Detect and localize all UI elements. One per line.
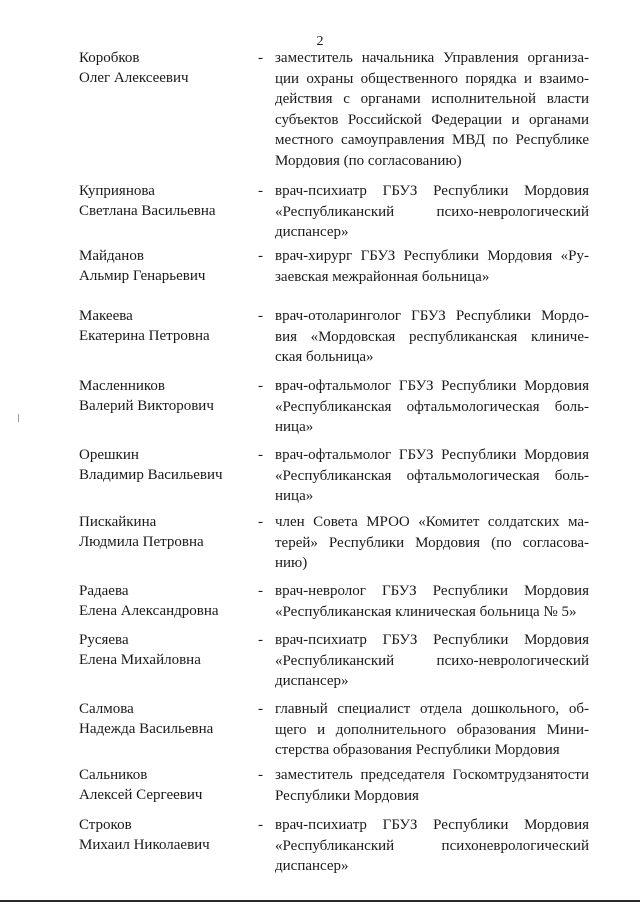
member-role-line: диспансер» <box>275 673 349 689</box>
member-role-line: диспансер» <box>275 224 349 240</box>
member-role-line: Мордовия (по согласованию) <box>275 152 462 169</box>
entry-dash: - <box>258 50 263 66</box>
member-role <box>275 699 589 761</box>
member-role <box>275 306 589 368</box>
entry-dash: - <box>258 183 263 199</box>
member-surname: Салмова <box>79 701 134 717</box>
bottom-rule <box>0 900 640 902</box>
member-role-line: нию) <box>275 555 308 571</box>
entry-dash: - <box>258 248 263 264</box>
member-given-names: Алексей Сергеевич <box>79 787 203 803</box>
member-role-line: диспансер» <box>275 858 349 874</box>
member-name <box>79 445 254 485</box>
member-given-names: Владимир Васильевич <box>79 467 223 483</box>
member-role-line: врач-невролог ГБУЗ Республики Мордовия <box>275 583 589 599</box>
member-role-line: стерства образования Республики Мордовия <box>275 742 560 758</box>
member-surname: Куприянова <box>79 183 155 199</box>
member-given-names: Екатерина Петровна <box>79 328 210 344</box>
member-role <box>275 630 589 692</box>
entry-dash: - <box>258 767 263 783</box>
member-given-names: Валерий Викторович <box>79 398 214 414</box>
member-surname: Русяева <box>79 632 129 648</box>
member-role-line: ница» <box>275 488 314 504</box>
member-given-names: Олег Алексеевич <box>79 70 189 86</box>
member-role-line: местного самоуправления МВД по Республике <box>275 132 589 148</box>
member-role-line: заместитель председателя Госкомтрудзанятости <box>275 767 589 783</box>
member-surname: Майданов <box>79 248 144 264</box>
member-role-line: Республики Мордовия <box>275 787 419 804</box>
member-role-line: вия «Мордовская республиканская клиниче- <box>275 328 589 345</box>
member-role-line: заместитель начальника Управления организа- <box>275 50 589 66</box>
member-role <box>275 246 589 287</box>
member-role-line: «Республиканская клиническая больница № 5» <box>275 603 577 620</box>
member-role <box>275 181 589 243</box>
member-name <box>79 765 254 805</box>
member-given-names: Людмила Петровна <box>79 534 204 550</box>
member-surname: Пискайкина <box>79 514 157 530</box>
member-role <box>275 765 589 806</box>
member-name <box>79 699 254 739</box>
member-role-line: «Республиканский психо-неврологический <box>275 203 589 220</box>
member-role-line: ница» <box>275 419 314 435</box>
member-role-line: действия с органами исполнительной власти <box>275 91 589 107</box>
member-role-line: врач-офтальмолог ГБУЗ Республики Мордовия <box>275 378 589 394</box>
member-surname: Орешкин <box>79 447 139 463</box>
member-role-line: врач-психиатр ГБУЗ Республики Мордовия <box>275 183 589 199</box>
member-role-line: главный специалист отдела дошкольного, об- <box>275 701 589 717</box>
member-role-line: ции охраны общественного порядка и взаимо- <box>275 70 589 87</box>
member-role <box>275 376 589 438</box>
member-name <box>79 815 254 855</box>
member-role <box>275 815 589 877</box>
entry-dash: - <box>258 378 263 394</box>
entry-dash: - <box>258 701 263 717</box>
member-name <box>79 581 254 621</box>
entry-dash: - <box>258 632 263 648</box>
member-role <box>275 581 589 622</box>
member-role <box>275 512 589 574</box>
member-role-line: «Республиканский психо-неврологический <box>275 652 589 669</box>
member-name <box>79 48 254 88</box>
member-role-line: терей» Республики Мордовия (по согласова- <box>275 534 589 551</box>
page-number: 2 <box>316 34 324 49</box>
member-name <box>79 376 254 416</box>
member-role-line: врач-хирург ГБУЗ Республики Мордовия «Ру- <box>275 248 589 264</box>
member-given-names: Михаил Николаевич <box>79 837 210 853</box>
member-role-line: «Республиканская офтальмологическая боль- <box>275 398 589 415</box>
margin-mark <box>18 414 19 422</box>
entry-dash: - <box>258 583 263 599</box>
member-name <box>79 630 254 670</box>
member-surname: Макеева <box>79 308 133 324</box>
member-role-line: «Республиканская офтальмологическая боль- <box>275 467 589 484</box>
member-surname: Коробков <box>79 50 140 66</box>
entry-dash: - <box>258 308 263 324</box>
member-role-line: член Совета МРОО «Комитет солдатских ма- <box>275 514 589 530</box>
entry-dash: - <box>258 514 263 530</box>
member-given-names: Светлана Васильевна <box>79 203 216 219</box>
member-surname: Радаева <box>79 583 129 599</box>
member-role-line: заевская межрайонная больница» <box>275 268 490 285</box>
member-name <box>79 512 254 552</box>
member-name <box>79 181 254 221</box>
member-role-line: «Республиканский психоневрологический <box>275 837 589 854</box>
entry-dash: - <box>258 447 263 463</box>
member-role <box>275 445 589 507</box>
member-role-line: ская больница» <box>275 349 374 365</box>
member-given-names: Елена Александровна <box>79 603 219 619</box>
member-role-line: субъектов Российской Федерации и органами <box>275 111 589 128</box>
member-role-line: врач-психиатр ГБУЗ Республики Мордовия <box>275 817 589 833</box>
member-surname: Сальников <box>79 767 148 783</box>
member-role <box>275 48 589 171</box>
member-given-names: Альмир Генарьевич <box>79 268 206 284</box>
member-surname: Масленников <box>79 378 165 394</box>
member-name <box>79 306 254 346</box>
member-role-line: врач-отоларинголог ГБУЗ Республики Мордо- <box>275 308 589 324</box>
member-surname: Строков <box>79 817 132 833</box>
member-role-line: врач-психиатр ГБУЗ Республики Мордовия <box>275 632 589 648</box>
member-given-names: Надежда Васильевна <box>79 721 214 737</box>
member-role-line: щего и дополнительного образования Мини- <box>275 721 589 738</box>
member-given-names: Елена Михайловна <box>79 652 201 668</box>
member-role-line: врач-офтальмолог ГБУЗ Республики Мордовия <box>275 447 589 463</box>
entry-dash: - <box>258 817 263 833</box>
member-name <box>79 246 254 286</box>
